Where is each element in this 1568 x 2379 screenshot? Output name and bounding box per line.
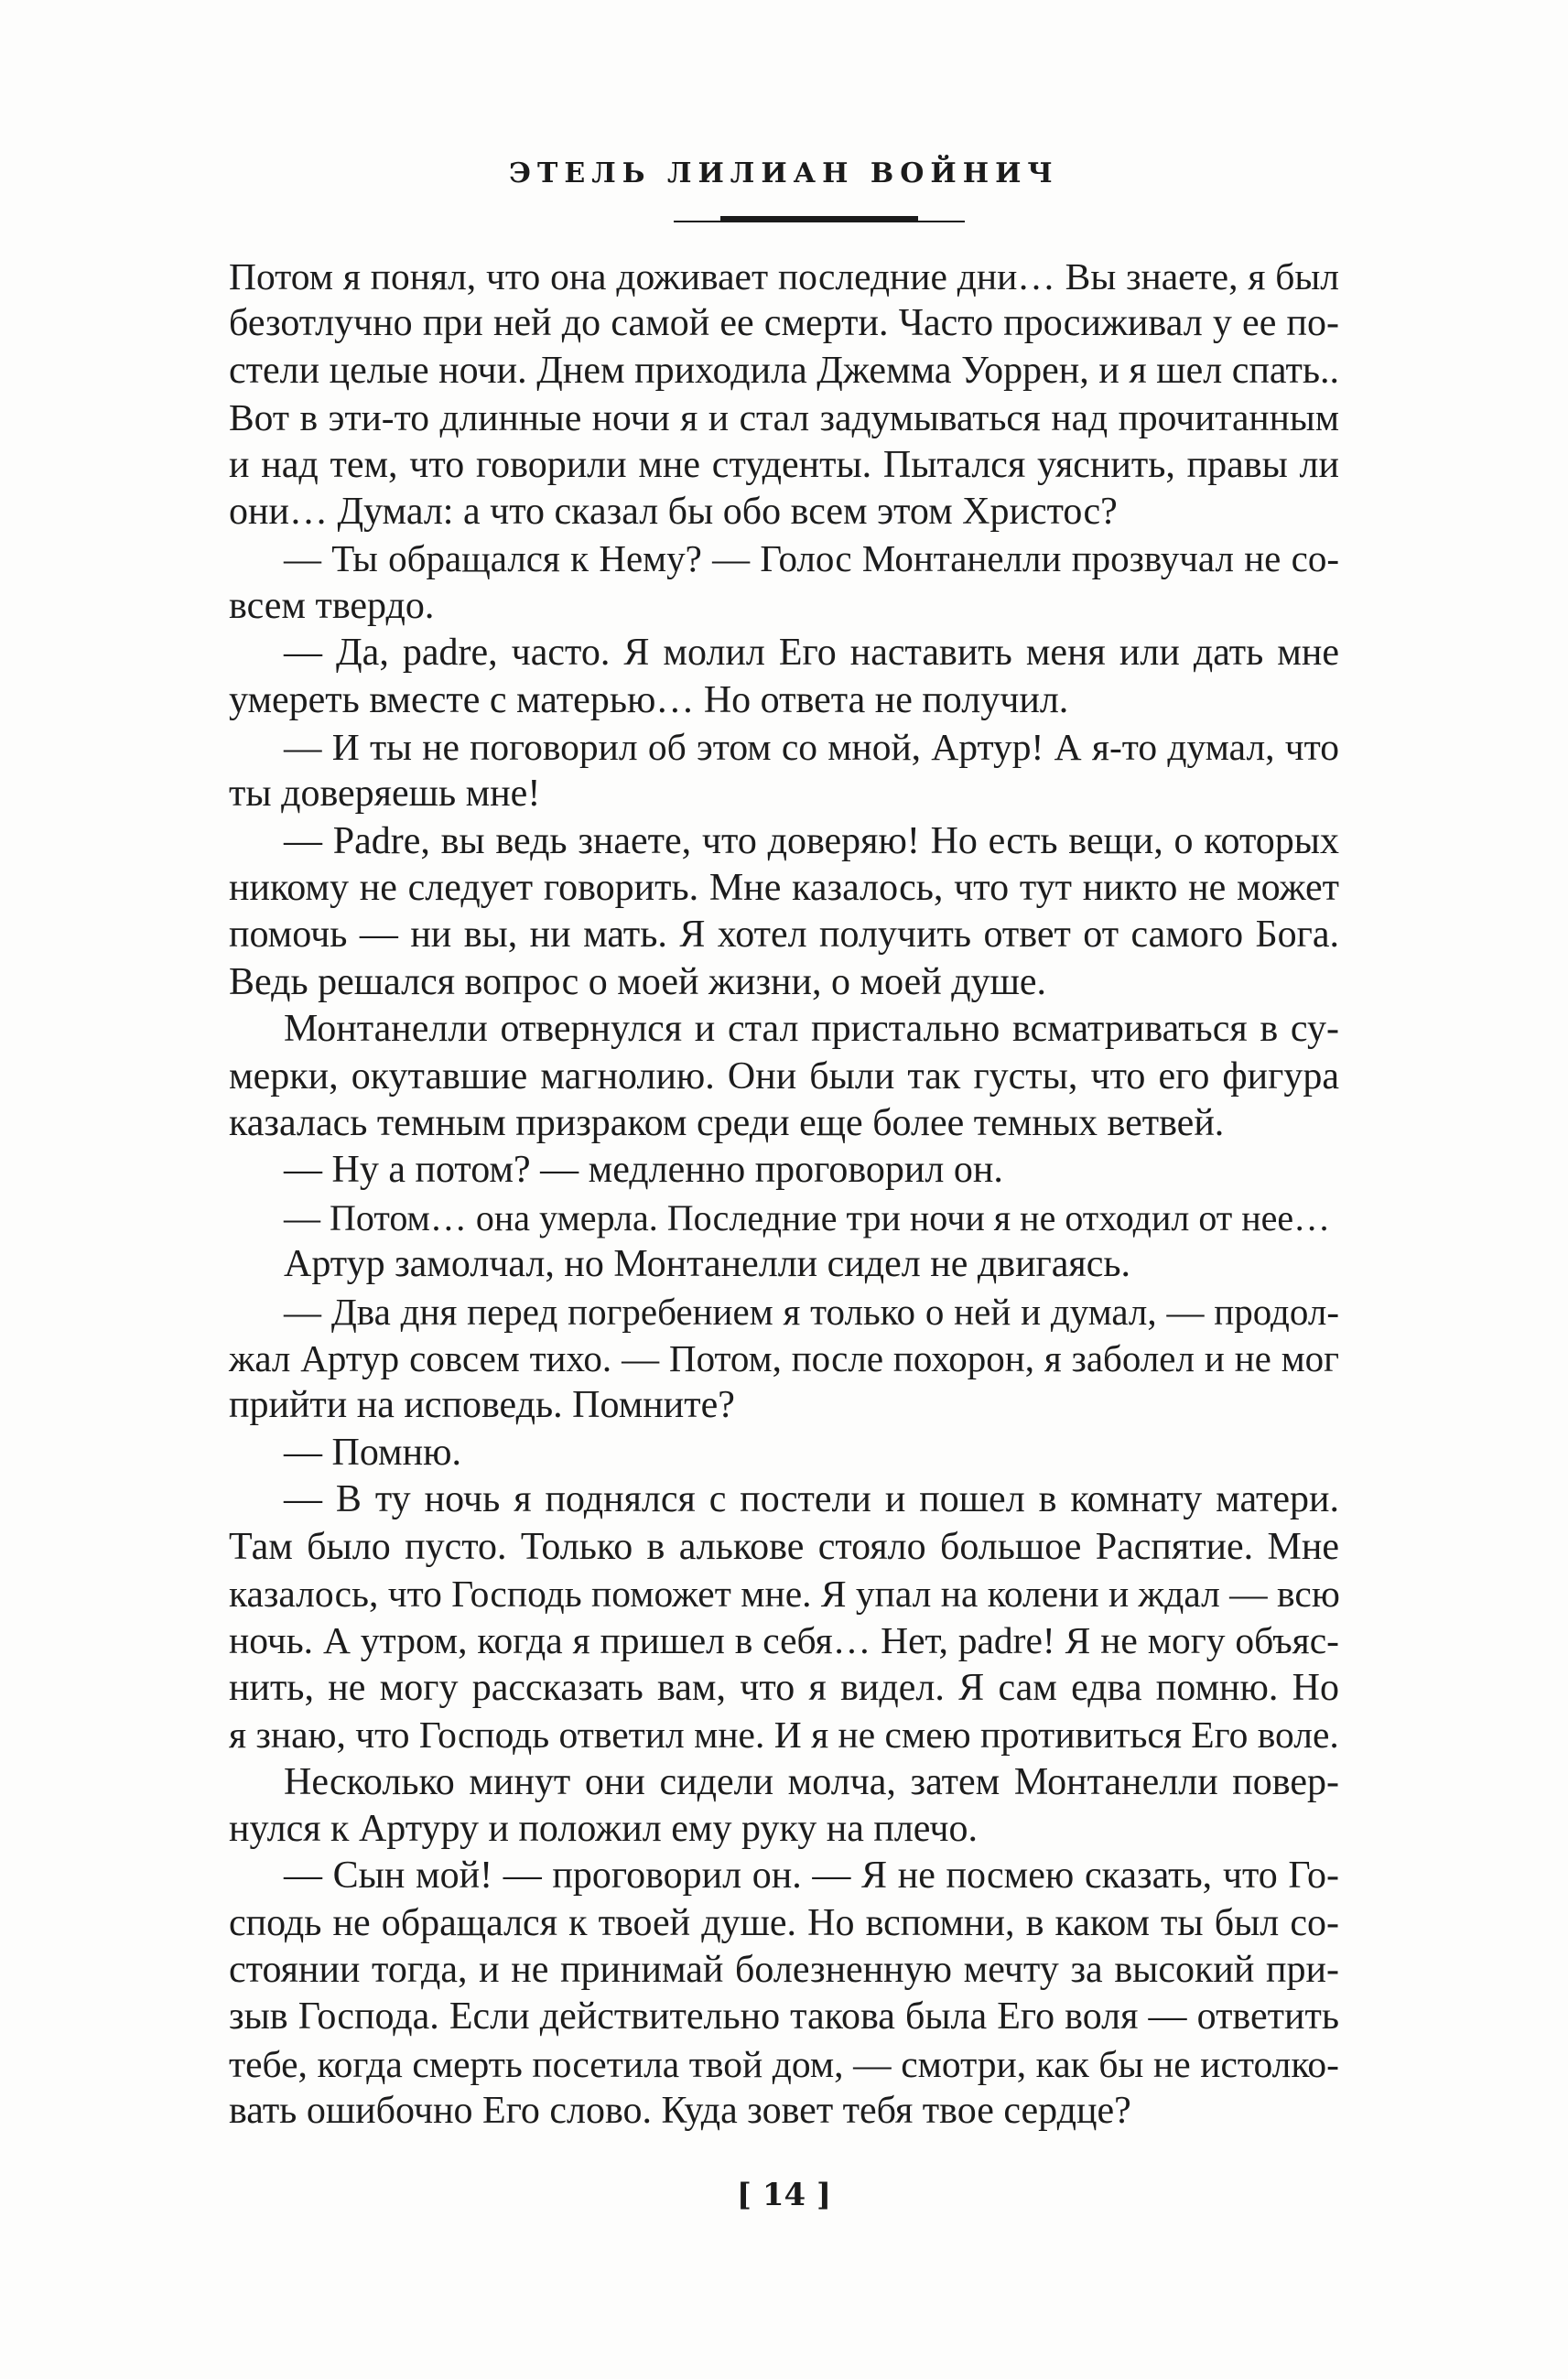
text-line: ночь. А утром, когда я пришел в себя… Нет, padre! Я не могу объяс-: [229, 1619, 1339, 1662]
text-line: помочь — ни вы, ни мать. Я хотел получить ответ от самого Бога.: [229, 914, 1339, 957]
text-line: зыв Господа. Если действительно такова была Его воля — ответить: [229, 1995, 1339, 2038]
text-line: — Сын мой! — проговорил он. — Я не посмею сказать, что Го-: [284, 1855, 1339, 1898]
text-line: мерки, окутавшие магнолию. Они были так густы, что его фигура: [229, 1054, 1339, 1098]
text-line: нулся к Артуру и положил ему руку на плечо.: [229, 1807, 978, 1850]
text-line: ты доверяешь мне!: [229, 773, 541, 816]
text-line: стели целые ночи. Днем приходила Джемма Уоррен, и я шел спать..: [229, 349, 1339, 392]
text-line: — Padre, вы ведь знаете, что доверяю! Но есть вещи, о которых: [284, 819, 1339, 862]
text-line: нить, не могу рассказать вам, что я видел. Я сам едва помню. Но: [229, 1666, 1339, 1709]
text-line: — И ты не поговорил об этом со мной, Артур! А я-то думал, что: [284, 725, 1339, 768]
text-line: — Ты обращался к Нему? — Голос Монтанелли прозвучал не со-: [284, 537, 1339, 580]
text-line: умереть вместе с матерью… Но ответа не получил.: [229, 678, 1069, 721]
text-line: казалась темным призраком среди еще более темных ветвей.: [229, 1102, 1225, 1145]
text-line: Монтанелли отвернулся и стал пристально всматриваться в су-: [284, 1008, 1339, 1051]
text-line: Ведь решался вопрос о моей жизни, о моей душе.: [229, 960, 1047, 1003]
text-line: Артур замолчал, но Монтанелли сидел не двигаясь.: [284, 1243, 1131, 1286]
header-rule-accent: [720, 216, 918, 222]
page-number: [ 14 ]: [736, 2177, 832, 2213]
text-line: — Да, padre, часто. Я молил Его наставить меня или дать мне: [284, 632, 1339, 675]
text-line: — Помню.: [284, 1431, 461, 1474]
text-line: — Потом… она умерла. Последние три ночи я не отходил от нее…: [284, 1196, 1331, 1238]
text-line: стоянии тогда, и не принимай болезненную мечту за высокий при-: [229, 1949, 1339, 1992]
text-line: тебе, когда смерть посетила твой дом, — смотри, как бы не истолко-: [229, 2042, 1339, 2085]
text-line: Несколько минут они сидели молча, затем Монтанелли повер-: [284, 1760, 1339, 1803]
body-text: [229, 254, 1339, 2136]
text-line: жал Артур совсем тихо. — Потом, после похорон, я заболел и не мог: [229, 1336, 1339, 1379]
text-line: сподь не обращался к твоей душе. Но вспомни, в каком ты был со-: [229, 1901, 1339, 1944]
text-line: казалось, что Господь поможет мне. Я упал на колени и ждал — всю: [229, 1572, 1340, 1615]
text-line: и над тем, что говорили мне студенты. Пытался уяснить, правы ли: [229, 443, 1339, 486]
text-line: Там было пусто. Только в алькове стояло большое Распятие. Мне: [229, 1525, 1339, 1568]
text-line: Вот в эти-то длинные ночи я и стал задумываться над прочитанным: [229, 396, 1339, 439]
text-line: прийти на исповедь. Помните?: [229, 1384, 735, 1427]
text-line: они… Думал: а что сказал бы обо всем этом Христос?: [229, 490, 1118, 533]
text-line: вать ошибочно Его слово. Куда зовет тебя твое сердце?: [229, 2090, 1131, 2133]
text-line: никому не следует говорить. Мне казалось, что тут никто не может: [229, 867, 1339, 910]
running-header: ЭТЕЛЬ ЛИЛИАН ВОЙНИЧ: [509, 157, 1059, 189]
text-line: — Два дня перед погребением я только о ней и думал, — продол-: [284, 1290, 1339, 1333]
text-line: — Ну а потом? — медленно проговорил он.: [284, 1149, 1003, 1192]
text-line: Потом я понял, что она доживает последние дни… Вы знаете, я был: [229, 255, 1339, 297]
text-line: — В ту ночь я поднялся с постели и пошел в комнату матери.: [284, 1478, 1339, 1521]
text-line: всем твердо.: [229, 584, 435, 627]
text-line: я знаю, что Господь ответил мне. И я не смею противиться Его воле.: [229, 1714, 1339, 1757]
text-line: безотлучно при ней до самой ее смерти. Часто просиживал у ее по-: [229, 302, 1339, 345]
